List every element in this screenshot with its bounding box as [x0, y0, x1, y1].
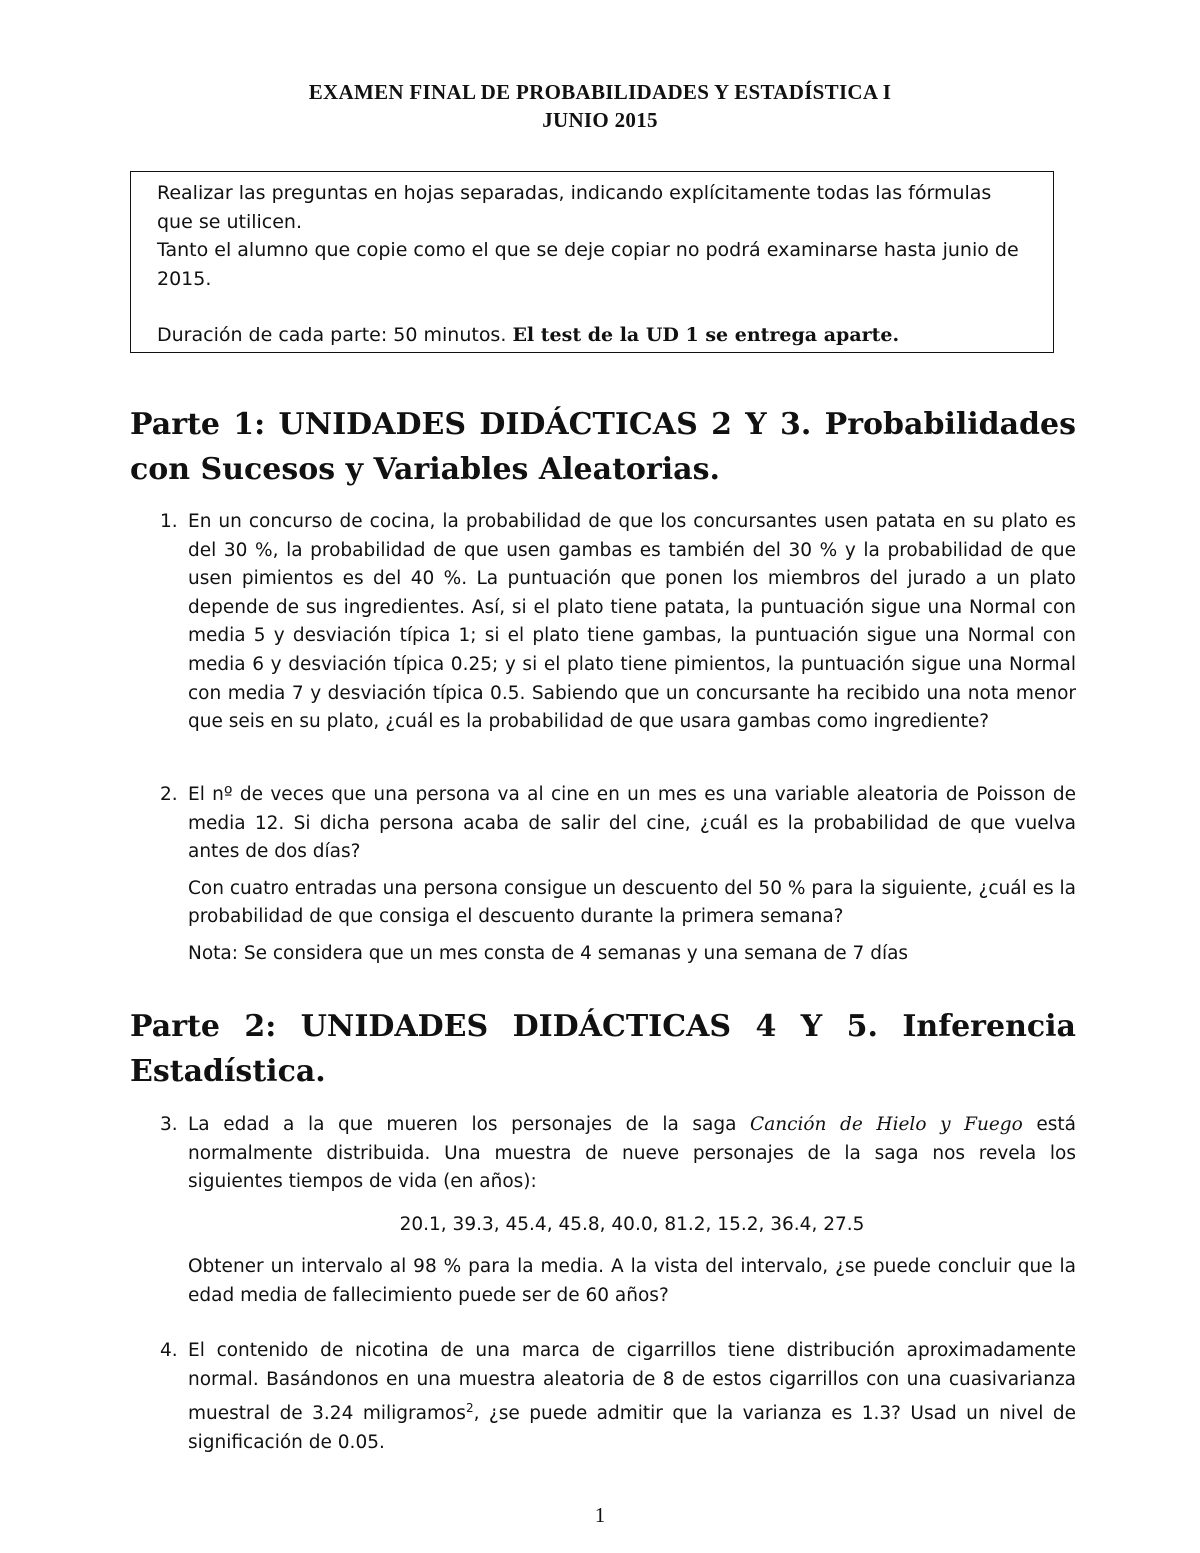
instructions-box: [130, 171, 1054, 353]
question-number: 2.: [160, 784, 178, 805]
instruction-duration: [157, 321, 1027, 350]
question-number: 3.: [160, 1114, 178, 1135]
question-note: Nota: Se considera que un mes consta de 4 semanas y una semana de 7 días: [188, 942, 909, 964]
question-text-end: está normalmente distribuida. Una muestra de nueve personajes de la saga nos revela los siguientes tiempos de vida (en años):: [188, 1114, 1076, 1193]
question-number: 1.: [160, 511, 178, 532]
question-number: 4.: [160, 1340, 178, 1361]
part1-title: Parte 1: UNIDADES DIDÁCTICAS 2 Y 3. Probabilidades con Sucesos y Variables Aleatorias.: [130, 407, 1076, 487]
sample-data: 20.1, 39.3, 45.4, 45.8, 40.0, 81.2, 15.2, 36.4, 27.5: [399, 1213, 865, 1235]
duration-text: Duración de cada parte: 50 minutos.: [157, 324, 507, 346]
exam-date: JUNIO 2015: [542, 108, 658, 132]
question-text-start: La edad a la que mueren los personajes de la saga: [188, 1114, 751, 1135]
question-text: [188, 1337, 1076, 1458]
question-text: En un concurso de cocina, la probabilidad de que los concursantes usen patata en su plato es del 30 %, la probabilidad de que usen gambas es también del 30 % y la probabilidad de que usen pimientos es del 40 %. La puntuación que ponen los miembros del jurado a un plato depende de sus ingredientes. Así, si el plato tiene patata, la puntuación sigue una Normal con media 5 y desviación típica 1; si el plato tiene gambas, la puntuación sigue una Normal con media 6 y desviación típica 0.25; y si el plato tiene pimientos, la puntuación sigue una Normal con media 7 y desviación típica 0.5. Sabiendo que un concursante ha recibido una nota menor que seis en su plato, ¿cuál es la probabilidad de que usara gambas como ingrediente?: [188, 511, 1076, 733]
book-title: Canción de Hielo y Fuego: [750, 1114, 1023, 1135]
question-text-followup: Obtener un intervalo al 98 % para la media. A la vista del intervalo, ¿se puede concluir que la edad media de fallecimiento puede ser de 60 años?: [188, 1256, 1076, 1306]
exam-title: EXAMEN FINAL DE PROBABILIDADES Y ESTADÍSTICA I: [308, 80, 892, 104]
question-text: [188, 1111, 1076, 1197]
part2-title: Parte 2: UNIDADES DIDÁCTICAS 4 Y 5. Inferencia Estadística.: [130, 1009, 1076, 1089]
question-text-start: El contenido de nicotina de una marca de cigarrillos tiene distribución aproximadamente normal. Basándonos en una muestra aleatoria de 8 de estos cigarrillos con una cuasivarianza muestral de 3.24 miligramos: [188, 1340, 1076, 1425]
superscript: 2: [465, 1401, 474, 1416]
question-text: El nº de veces que una persona va al cine en un mes es una variable aleatoria de Poisson de media 12. Si dicha persona acaba de salir del cine, ¿cuál es la probabilidad de que vuelva antes de dos días?: [188, 784, 1076, 863]
duration-bold-note: El test de la UD 1 se entrega aparte.: [512, 324, 900, 346]
exam-header: [0, 78, 1200, 134]
question-1: [130, 508, 1076, 737]
question-text-end: , ¿se puede admitir que la varianza es 1.3? Usad un nivel de significación de 0.05.: [188, 1403, 1077, 1453]
question-4: [130, 1337, 1076, 1458]
instruction-separate-sheets: Realizar las preguntas en hojas separadas, indicando explícitamente todas las fórmulas que se utilicen.: [157, 182, 992, 233]
instruction-copying: Tanto el alumno que copie como el que se deje copiar no podrá examinarse hasta junio de 2015.: [157, 239, 1019, 290]
question-3: [130, 1111, 1076, 1311]
page-number: 1: [594, 1503, 606, 1527]
question-2: [130, 781, 1076, 969]
question-text-followup: Con cuatro entradas una persona consigue un descuento del 50 % para la siguiente, ¿cuál es la probabilidad de que consiga el descuento durante la primera semana?: [188, 877, 1076, 928]
